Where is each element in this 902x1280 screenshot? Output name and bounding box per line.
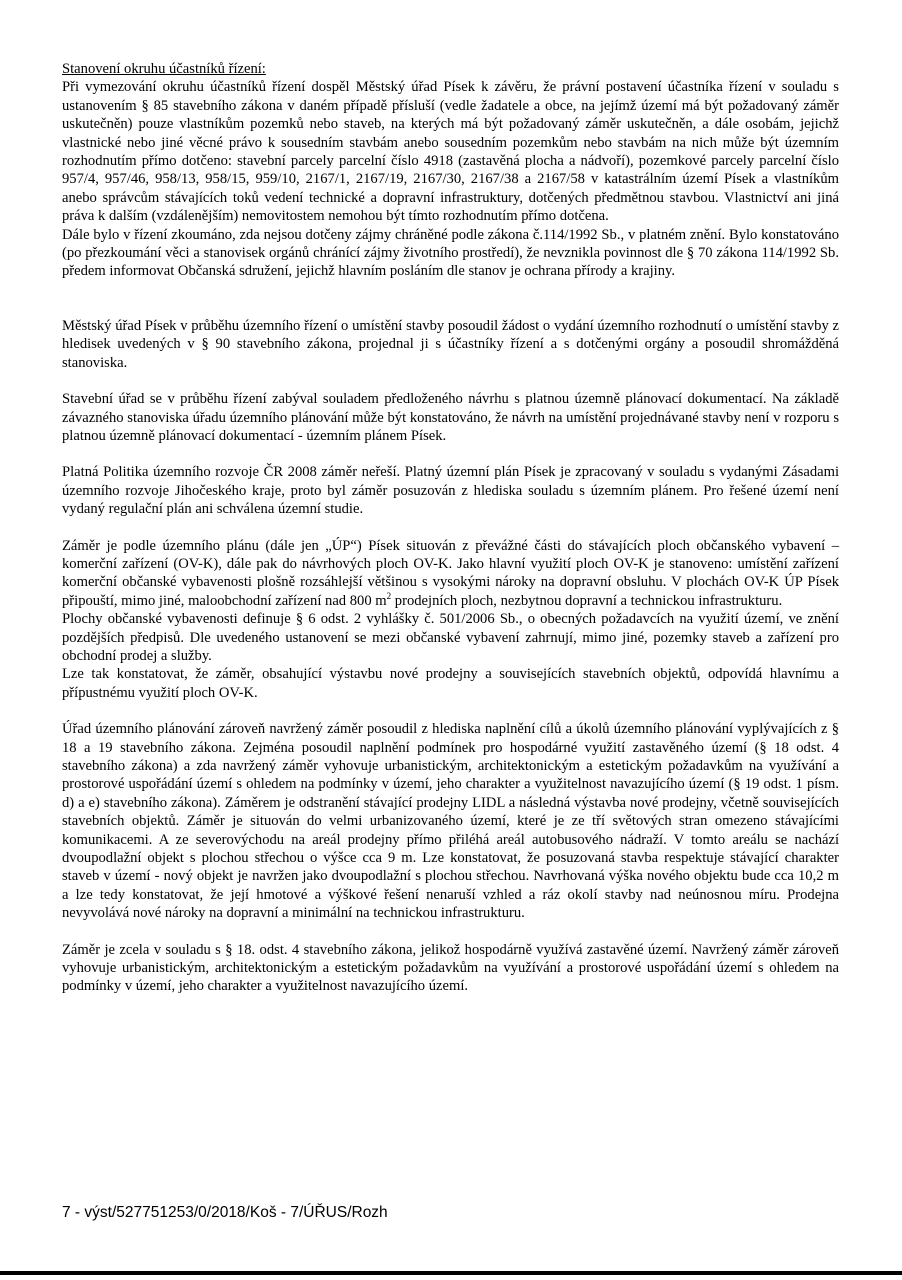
section-heading: Stanovení okruhu účastníků řízení: <box>62 61 266 77</box>
paragraph-assessment: Městský úřad Písek v průběhu územního řízení o umístění stavby posoudil žádost o vydání územního rozhodnutí o umístění stavby z hledisek uvedených v § 90 stavebního zákona, projednal ji s účastníky řízení a s dotčenými orgány a posoudil shromážděná stanoviska. <box>62 317 839 371</box>
paragraph-participants: Při vymezování okruhu účastníků řízení dospěl Městský úřad Písek k závěru, že právní postavení účastníka řízení v souladu s ustanovením § 85 stavebního zákona v daném případě přísluší (vedle žadatele a obce, na jejímž území má být požadovaný záměr uskutečněn) pouze vlastníkům pozemků nebo staveb, na kterých má být požadovaný záměr uskutečněn, a dále osobám, jejichž vlastnické nebo jiné věcné právo k sousedním stavbám anebo sousedním pozemkům nebo stavbám na nich může být územním rozhodnutím přímo dotčeno: stavební parcely parcelní číslo 4918 (zastavěná plocha a nádvoří), pozemkové parcely parcelní číslo 957/4, 957/46, 958/13, 958/15, 959/10, 2167/1, 2167/19, 2167/30, 2167/38 a 2167/58 v katastrálním území Písek a vlastníkům anebo správcům stávajících toků vedení technické a dopravní infrastruktury, dotčených předmětnou stavbou. Vlastnictví ani jiná práva k dalším (vzdálenějším) nemovitostem nemohou být tímto rozhodnutím přímo dotčena. <box>62 79 839 225</box>
paragraph-zoning-tail: prodejních ploch, nezbytnou dopravní a technickou infrastrukturu. <box>391 592 783 609</box>
paragraph-policy: Platná Politika územního rozvoje ČR 2008 záměr neřeší. Platný územní plán Písek je zpracovaný v souladu s vydanými Zásadami územního rozvoje Jihočeského kraje, proto byl záměr posuzován z hlediska souladu s územním plánem. Pro řešené území není vydaný regulační plán ani schválena územní studie. <box>62 464 839 518</box>
document-page <box>62 60 839 996</box>
paragraph-final-compliance: Záměr je zcela v souladu s § 18. odst. 4 stavebního zákona, jelikož hospodárně využívá zastavěné území. Navržený záměr zároveň vyhovuje urbanistickým, architektonickým a estetickým požadavkům na využívání a prostorové uspořádání území s ohledem na podmínky v území, jeho charakter a využitelnost navazujícího území. <box>62 941 839 995</box>
paragraph-urban-planning: Úřad územního plánování zároveň navržený záměr posoudil z hlediska naplnění cílů a úkolů územního plánování vyplývajících z § 18 a 19 stavebního zákona. Zejména posoudil naplnění podmínek pro hospodárné využití zastavěného území (§ 18 odst. 4 stavebního zákona) a zda navržený záměr vyhovuje urbanistickým, architektonickým a estetickým požadavkům na využívání a prostorové uspořádání území s ohledem na podmínky v území, jeho charakter a využitelnost navazujícího území (§ 19 odst. 1 písm. d) a e) stavebního zákona). Záměrem je odstranění stávající prodejny LIDL a následná výstavba nové prodejny, včetně souvisejících stavebních objektů. Záměr je situován do velmi urbanizovaného území, které je ze tří světových stran omezeno stávajícími komunikacemi. A ze severovýchodu na areál prodejny přímo přiléhá areál autobusového nádraží. V tomto areálu se nachází dvoupodlažní objekt s plochou střechou o výšce cca 9 m. Lze konstatovat, že posuzovaná stavba respektuje stávající charakter staveb v území - nový objekt je navržen jako dvoupodlažní s plochou střechou. Navrhovaná výška nového objektu bude cca 10,2 m a lze tedy konstatovat, že její hmotové a výškové řešení nenaruší vzhled a ráz okolí stavby nad neúnosnou míru. Prodejna nevyvolává nové nároky na dopravní a minimální na technickou infrastrukturu. <box>62 721 839 922</box>
paragraph-nature-protection: Dále bylo v řízení zkoumáno, zda nejsou dotčeny zájmy chráněné podle zákona č.114/1992 Sb., v platném znění. Bylo konstatováno (po přezkoumání věci a stanovisek orgánů chránící zájmy životního prostředí), že nevznikla povinnost dle § 70 zákona 114/1992 Sb. předem informovat Občanská sdružení, jejichž hlavním posláním dle stanov je ochrana přírody a krajiny. <box>62 226 839 280</box>
paragraph-civic-amenities: Plochy občanské vybavenosti definuje § 6 odst. 2 vyhlášky č. 501/2006 Sb., o obecných požadavcích na využití území, ve znění pozdějších předpisů. Dle uvedeného ustanovení se mezi občanské vybavení zahrnují, mimo jiné, pozemky staveb a zařízení pro obchodní prodej a služby. <box>62 611 839 664</box>
paragraph-zoning <box>62 537 839 611</box>
page-footer: 7 - výst/527751253/0/2018/Koš - 7/ÚŘUS/Rozh <box>62 1204 388 1221</box>
paragraph-planning-compliance: Stavební úřad se v průběhu řízení zabýval souladem předloženého návrhu s platnou územně plánovací dokumentací. Na základě závazného stanoviska úřadu územního plánování může být konstatováno, že návrh na umístění projednávané stavby není v rozporu s platnou územně plánovací dokumentací - územním plánem Písek. <box>62 391 839 444</box>
superscript-two: 2 <box>386 590 392 601</box>
paragraph-zoning-text: Záměr je podle územního plánu (dále jen „ÚP“) Písek situován z převážné části do stávajících ploch občanského vybavení – komerční zařízení (OV-K), dále pak do návrhových ploch OV-K. Jako hlavní využití ploch OV-K je stanoveno: umístění zařízení komerční občanské vybavenosti plošně rozsáhlejší většinou s vysokými nároky na dopravní obsluhu. V plochách OV-K ÚP Písek připouští, mimo jiné, maloobchodní zařízení nad 800 m <box>62 537 839 609</box>
paragraph-conclusion-use: Lze tak konstatovat, že záměr, obsahující výstavbu nové prodejny a souvisejících stavebních objektů, odpovídá hlavnímu a přípustnému využití ploch OV-K. <box>62 666 839 701</box>
bottom-rule <box>0 1271 902 1275</box>
